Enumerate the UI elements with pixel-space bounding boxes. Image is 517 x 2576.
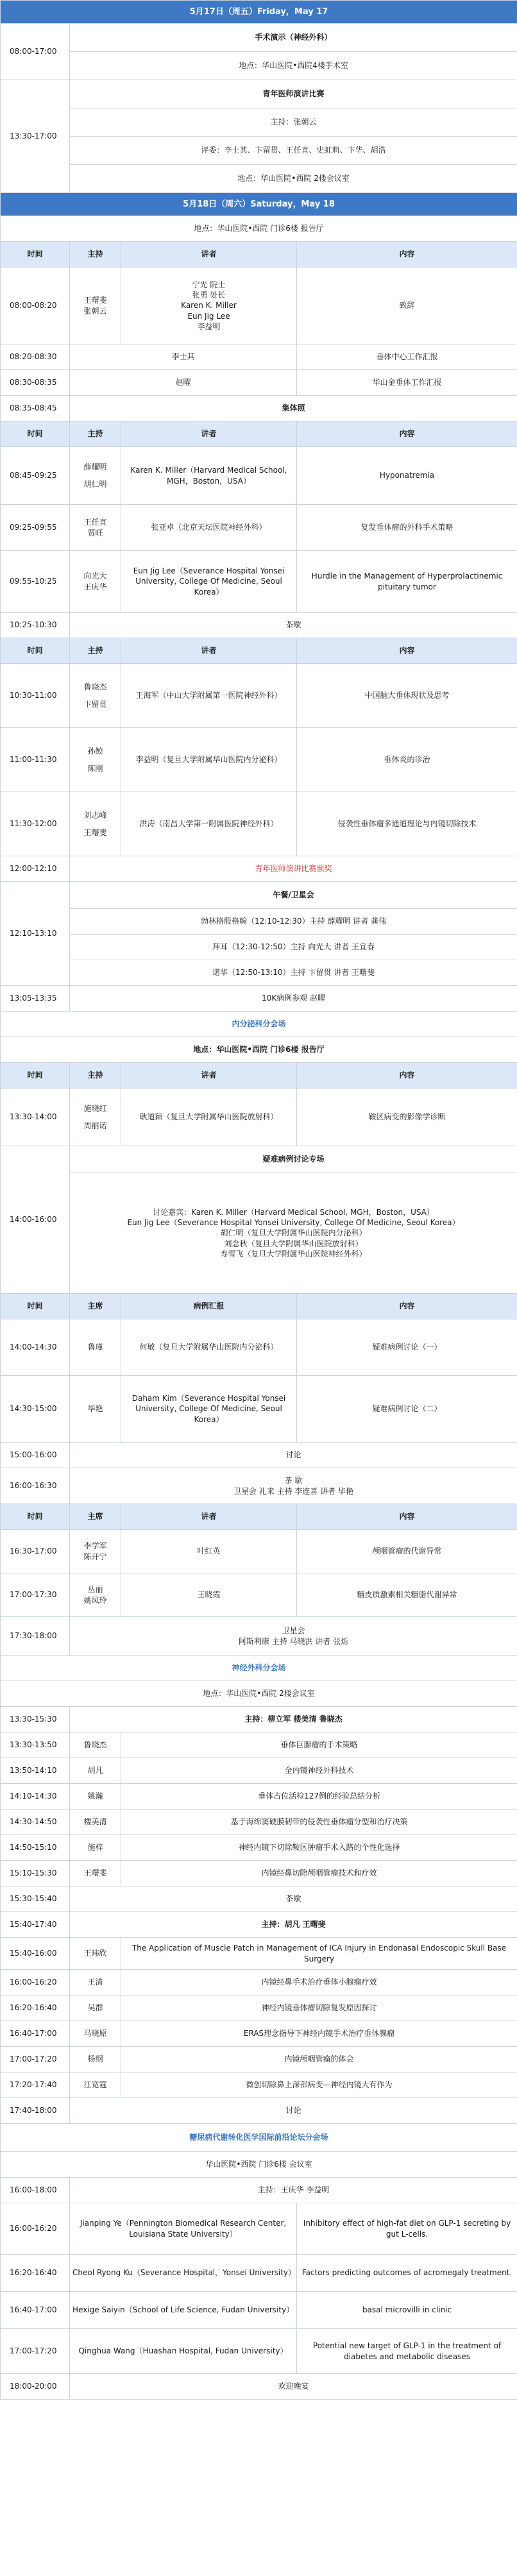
schedule-row — [1, 1089, 517, 1146]
time-cell: 16:00-16:20 — [1, 1970, 70, 1996]
speaker-name: Karen K. Miller — [181, 301, 237, 310]
host-name: 王任直 — [83, 518, 107, 527]
schedule-row — [1, 856, 517, 882]
schedule-row — [1, 1835, 517, 1861]
speaker-name: 宁光 院士 — [192, 280, 226, 290]
header-content: 内容 — [297, 1294, 517, 1319]
content-cell: ERAS理念指导下神经内镜手术治疗垂体腺瘤 — [121, 2021, 517, 2047]
schedule-row — [1, 2374, 517, 2400]
time-cell: 15:40-16:00 — [1, 1938, 70, 1970]
schedule-row — [1, 1173, 517, 1294]
schedule-row — [1, 267, 517, 344]
host-name: 王曙斐 — [83, 827, 107, 837]
speaker-cell: 王清 — [70, 1970, 121, 1996]
header-speaker: 讲者 — [121, 242, 297, 267]
schedule-row — [1, 216, 517, 242]
time-cell: 09:55-10:25 — [1, 551, 70, 613]
host-name: 薛耀明 — [83, 462, 107, 472]
discuss-label: 讨论 — [70, 1443, 517, 1468]
host-name: 丛丽 — [87, 1585, 103, 1595]
header-speaker: 讲者 — [121, 1063, 297, 1089]
content-cell: Potential new target of GLP-1 in the treatment of diabetes and metabolic diseases — [297, 2329, 517, 2374]
host-cell — [70, 505, 121, 551]
speaker-cell: Cheol Ryong Ku（Severance Hospital，Yonsei University） — [70, 2255, 297, 2292]
table-header — [1, 421, 517, 447]
schedule-row — [1, 2098, 517, 2124]
session-title: 疑难病例讨论专场 — [70, 1146, 517, 1173]
discussant: Eun Jig Lee（Severance Hospital Yonsei University, College Of Medicine, Seoul Korea） — [127, 1218, 460, 1228]
satellite-cell — [70, 1617, 517, 1656]
venue-label: 地点：华山医院•西院 2楼会议室 — [70, 165, 517, 193]
judges-label: 评委：李士其、卞留贯、王任直、史虹莉、卞华、胡浩 — [70, 137, 517, 165]
content-cell: 垂体占位活检127例的经验总结分析 — [121, 1784, 517, 1809]
discussant: 胡仁明（复旦大学附属华山医院内分泌科） — [220, 1228, 367, 1238]
date-band-may18 — [1, 193, 517, 216]
speaker-cell: 杨纲 — [70, 2047, 121, 2072]
host-name: 张朝云 — [83, 306, 107, 316]
host-cell — [70, 792, 121, 856]
header-time: 时间 — [1, 1063, 70, 1089]
discussants-cell — [70, 1173, 517, 1294]
header-content: 内容 — [297, 1504, 517, 1530]
content-cell: Factors predicting outcomes of acromegaly treatment. — [297, 2255, 517, 2292]
schedule-row — [1, 2329, 517, 2374]
speaker-cell: 施梓 — [70, 1835, 121, 1861]
host-name: 王庆华 — [83, 582, 107, 591]
time-cell: 15:40-17:40 — [1, 1912, 70, 1938]
time-cell: 16:00-16:20 — [1, 2203, 70, 2255]
header-content: 内容 — [297, 1063, 517, 1089]
time-cell: 13:05-13:35 — [1, 986, 70, 1012]
time-cell: 08:35-08:45 — [1, 396, 70, 421]
dinner-label: 欢迎晚宴 — [70, 2374, 517, 2400]
host-name: 向光大 — [83, 572, 107, 581]
host-cell — [70, 728, 121, 792]
content-cell: 侵袭性垂体瘤多通道理论与内镜切除技术 — [297, 792, 517, 856]
venue-label: 华山医院•西院 门诊6楼 会议室 — [1, 2152, 517, 2178]
header-time: 时间 — [1, 1294, 70, 1319]
header-time: 时间 — [1, 638, 70, 664]
schedule-row — [1, 1617, 517, 1656]
speaker-cell: 洪涛（南昌大学第一附属医院神经外科） — [121, 792, 297, 856]
schedule-row — [1, 2292, 517, 2329]
time-cell: 13:30-14:00 — [1, 1089, 70, 1146]
satellite-item: 拜耳（12:30-12:50）主持 向光大 讲者 王宣春 — [70, 935, 517, 960]
schedule-row — [1, 1443, 517, 1468]
speaker-cell: 耿道颖（复旦大学附属华山医院放射科） — [121, 1089, 297, 1146]
speaker-cell: 王曙斐 — [70, 1861, 121, 1886]
time-cell: 13:50-14:10 — [1, 1758, 70, 1784]
satellite-title: 卫星会 — [282, 1626, 305, 1636]
schedule-row — [1, 551, 517, 613]
photo-label: 集体照 — [70, 396, 517, 421]
award-label: 青年医师演讲比赛颁奖 — [70, 856, 517, 882]
schedule-row — [1, 2021, 517, 2047]
schedule-row — [1, 2152, 517, 2178]
section-title: 神经外科分会场 — [1, 1656, 517, 1681]
content-cell: 垂体炎的诊治 — [297, 728, 517, 792]
venue-label: 地点：华山医院•西院 2楼会议室 — [1, 1681, 517, 1707]
date-label: 5月17日（周五）Friday，May 17 — [1, 1, 517, 24]
speaker-cell: 姚瀚 — [70, 1784, 121, 1809]
speaker-name: 张勇 处长 — [192, 291, 226, 300]
content-cell: Inhibitory effect of high-fat diet on GLP-1 secreting by gut L-cells. — [297, 2203, 517, 2255]
session-title: 手术演示（神经外科） — [70, 24, 517, 52]
schedule-row — [1, 370, 517, 396]
chair-label: 主持：柳立军 楼美清 鲁晓杰 — [70, 1707, 517, 1733]
schedule-row — [1, 344, 517, 370]
time-cell: 18:00-20:00 — [1, 2374, 70, 2400]
table-header — [1, 242, 517, 267]
host-name: 李学军 — [83, 1541, 107, 1551]
host-cell — [70, 1573, 121, 1617]
schedule-row — [1, 1573, 517, 1617]
schedule-row — [1, 728, 517, 792]
time-cell: 14:50-15:10 — [1, 1835, 70, 1861]
schedule-row — [1, 792, 517, 856]
discussant: 刘念秋（复旦大学附属华山医院放射科） — [224, 1239, 363, 1248]
break-cell — [70, 1468, 517, 1504]
time-cell: 09:25-09:55 — [1, 505, 70, 551]
satellite-item: 勃林格殷格翰（12:10-12:30）主持 薛耀明 讲者 龚伟 — [70, 909, 517, 935]
satellite-item: 诺华（12:50-13:10）主持 卞留贯 讲者 王曙斐 — [70, 960, 517, 986]
header-presider: 主席 — [70, 1294, 121, 1319]
speaker-cell: Jianping Ye（Pennington Biomedical Research Center, Louisiana State University） — [70, 2203, 297, 2255]
host-cell — [70, 1530, 121, 1573]
host-name: 卞留贯 — [83, 699, 107, 709]
host-name: 胡仁明 — [83, 479, 107, 489]
time-cell: 16:30-17:00 — [1, 1530, 70, 1573]
time-cell: 14:30-14:50 — [1, 1809, 70, 1835]
time-cell: 17:30-18:00 — [1, 1617, 70, 1656]
schedule-row — [1, 960, 517, 986]
schedule-row — [1, 1146, 517, 1173]
section-title-row — [1, 2124, 517, 2152]
table-header — [1, 1063, 517, 1089]
host-cell — [70, 447, 121, 505]
speaker-cell: 李士其 — [70, 344, 297, 370]
time-cell: 16:40-17:00 — [1, 2292, 70, 2329]
schedule-row — [1, 2203, 517, 2255]
header-case: 病例汇报 — [121, 1294, 297, 1319]
content-cell: basal microvilli in clinic — [297, 2292, 517, 2329]
break-label: 茶歇 — [70, 1886, 517, 1912]
time-cell: 16:00-18:00 — [1, 2178, 70, 2203]
schedule-row — [1, 1861, 517, 1886]
table-header — [1, 1504, 517, 1530]
content-cell: The Application of Muscle Patch in Management of ICA Injury in Endonasal Endoscopic Skull Base Surgery — [121, 1938, 517, 1970]
host-cell: 毕艳 — [70, 1376, 121, 1443]
content-cell: Hyponatremia — [297, 447, 517, 505]
content-cell: 内镜经鼻切除颅咽管瘤技术和疗效 — [121, 1861, 517, 1886]
discussant: 寿雪飞（复旦大学附属华山医院神经外科） — [220, 1249, 367, 1258]
satellite-item: 阿斯利康 主持 马晓洪 讲者 张烁 — [238, 1636, 349, 1646]
break-label: 茶歇 — [70, 613, 517, 638]
content-cell: 内镜经鼻手术治疗垂体小腺瘤疗效 — [121, 1970, 517, 1996]
time-cell: 11:00-11:30 — [1, 728, 70, 792]
visit-label: 10K病例参观 赵曜 — [70, 986, 517, 1012]
time-cell: 16:00-16:30 — [1, 1468, 70, 1504]
host-cell — [70, 551, 121, 613]
schedule-row — [1, 1809, 517, 1835]
satellite-item: 卫星会 礼来 主持 李连喜 讲者 毕艳 — [233, 1486, 354, 1496]
time-cell: 08:45-09:25 — [1, 447, 70, 505]
speaker-name: Eun Jig Lee — [187, 311, 230, 321]
header-speaker: 讲者 — [121, 1504, 297, 1530]
discuss-label: 讨论 — [70, 2098, 517, 2124]
schedule-row — [1, 1681, 517, 1707]
break-label: 茶 歇 — [284, 1476, 303, 1486]
schedule-row — [1, 1707, 517, 1733]
schedule-row — [1, 52, 517, 80]
speaker-cell: Eun Jig Lee（Severance Hospital Yonsei University, College Of Medicine, Seoul Korea） — [121, 551, 297, 613]
time-cell: 14:30-15:00 — [1, 1376, 70, 1443]
schedule-row — [1, 1970, 517, 1996]
speaker-cell: 叶红英 — [121, 1530, 297, 1573]
speaker-cell: 王晓霞 — [121, 1573, 297, 1617]
speaker-cell: 王玮欣 — [70, 1938, 121, 1970]
header-speaker: 讲者 — [121, 638, 297, 664]
schedule-row — [1, 1468, 517, 1504]
content-cell: 颅咽管瘤的代谢异常 — [297, 1530, 517, 1573]
schedule-row — [1, 108, 517, 137]
schedule-row — [1, 505, 517, 551]
content-cell: 垂体巨腺瘤的手术策略 — [121, 1733, 517, 1758]
schedule-row — [1, 1376, 517, 1443]
header-host: 主持 — [70, 1063, 121, 1089]
time-cell: 08:30-08:35 — [1, 370, 70, 396]
content-cell: 致辞 — [297, 267, 517, 344]
venue-label: 地点：华山医院•西院 门诊6楼 报告厅 — [1, 1037, 517, 1063]
content-cell: 复发垂体瘤的外科手术策略 — [297, 505, 517, 551]
table-header — [1, 638, 517, 664]
section-title-row — [1, 1656, 517, 1681]
session-title: 午餐/卫星会 — [70, 882, 517, 909]
host-cell — [70, 664, 121, 728]
speaker-cell: 江宽霆 — [70, 2072, 121, 2098]
speaker-cell — [121, 267, 297, 344]
schedule-row — [1, 1912, 517, 1938]
content-cell: 疑难病例讨论（一） — [297, 1319, 517, 1376]
schedule-row — [1, 1886, 517, 1912]
time-cell: 15:00-16:00 — [1, 1443, 70, 1468]
time-cell: 08:00-17:00 — [1, 24, 70, 80]
host-cell — [70, 1089, 121, 1146]
date-label: 5月18日（周六）Saturday，May 18 — [1, 193, 517, 216]
host-name: 王曙斐 — [83, 296, 107, 305]
content-cell: 垂体中心工作汇报 — [297, 344, 517, 370]
header-host: 主持 — [70, 421, 121, 447]
content-cell: 糖皮质激素相关糖脂代谢异常 — [297, 1573, 517, 1617]
time-cell: 17:00-17:30 — [1, 1573, 70, 1617]
venue-label: 地点：华山医院•西院 门诊6楼 报告厅 — [1, 216, 517, 242]
time-cell: 17:20-17:40 — [1, 2072, 70, 2098]
content-cell: 微创切除鼻上深部病变—神经内镜大有作为 — [121, 2072, 517, 2098]
schedule-row — [1, 137, 517, 165]
date-band-may17 — [1, 1, 517, 24]
section-title: 内分泌科分会场 — [1, 1012, 517, 1037]
schedule-row — [1, 2255, 517, 2292]
speaker-cell: 鲁晓杰 — [70, 1733, 121, 1758]
host-name: 孙鲛 — [87, 747, 103, 756]
content-cell: 基于海绵窦硬膜韧带的侵袭性垂体瘤分型和治疗决策 — [121, 1809, 517, 1835]
speaker-cell: Karen K. Miller（Harvard Medical School, MGH，Boston，USA） — [121, 447, 297, 505]
time-cell: 16:20-16:40 — [1, 2255, 70, 2292]
time-cell: 11:30-12:00 — [1, 792, 70, 856]
schedule-row — [1, 1733, 517, 1758]
time-cell: 17:00-17:20 — [1, 2329, 70, 2374]
chair-label: 主持：王庆华 李益明 — [70, 2178, 517, 2203]
speaker-cell: 吴群 — [70, 1996, 121, 2021]
schedule-row — [1, 986, 517, 1012]
header-host: 主持 — [70, 242, 121, 267]
schedule-row — [1, 909, 517, 935]
speaker-cell: 楼美清 — [70, 1809, 121, 1835]
schedule-row — [1, 613, 517, 638]
speaker-cell: 何敏（复旦大学附属华山医院内分泌科） — [121, 1319, 297, 1376]
host-cell: 鲁瑾 — [70, 1319, 121, 1376]
chair-label: 主持：胡凡 王曙斐 — [70, 1912, 517, 1938]
schedule-row — [1, 1319, 517, 1376]
time-cell: 17:00-17:20 — [1, 2047, 70, 2072]
speaker-cell: 赵曜 — [70, 370, 297, 396]
content-cell: 疑难病例讨论（二） — [297, 1376, 517, 1443]
schedule-row — [1, 2047, 517, 2072]
speaker-cell: Hexige Saiyin（School of Life Science, Fudan University） — [70, 2292, 297, 2329]
schedule-row — [1, 1938, 517, 1970]
header-time: 时间 — [1, 421, 70, 447]
speaker-cell: 张亚卓（北京天坛医院神经外科） — [121, 505, 297, 551]
content-cell: 鞍区病变的影像学诊断 — [297, 1089, 517, 1146]
schedule-row — [1, 1758, 517, 1784]
schedule-row — [1, 165, 517, 193]
schedule-row — [1, 1996, 517, 2021]
header-content: 内容 — [297, 638, 517, 664]
host-name: 陈刚 — [87, 763, 103, 773]
time-cell: 14:00-14:30 — [1, 1319, 70, 1376]
host-name: 贾旺 — [87, 528, 103, 538]
time-cell: 16:40-17:00 — [1, 2021, 70, 2047]
schedule-row — [1, 24, 517, 52]
schedule-row — [1, 80, 517, 108]
header-time: 时间 — [1, 242, 70, 267]
content-cell: 神经内镜下切除鞍区肿瘤手术入路的个性化选择 — [121, 1835, 517, 1861]
host-name: 鲁晓杰 — [83, 682, 107, 692]
section-title-row — [1, 1012, 517, 1037]
header-content: 内容 — [297, 421, 517, 447]
speaker-cell: 王海军（中山大学附属第一医院神经外科） — [121, 664, 297, 728]
content-cell: 内镜颅咽管瘤的体会 — [121, 2047, 517, 2072]
schedule-row — [1, 882, 517, 909]
host-name: 施晓红 — [83, 1104, 107, 1114]
host-label: 主持：张朝云 — [70, 108, 517, 137]
content-cell: 全内镜神经外科技术 — [121, 1758, 517, 1784]
schedule-row — [1, 935, 517, 960]
time-cell: 12:00-12:10 — [1, 856, 70, 882]
time-cell: 12:10-13:10 — [1, 882, 70, 986]
time-cell: 14:10-14:30 — [1, 1784, 70, 1809]
speaker-cell: 李益明（复旦大学附属华山医院内分泌科） — [121, 728, 297, 792]
host-name: 陈开宁 — [83, 1552, 107, 1561]
content-cell: 华山金垂体工作汇报 — [297, 370, 517, 396]
section-title: 糖尿病代谢转化医学国际前沿论坛分会场 — [1, 2124, 517, 2152]
time-cell: 13:30-13:50 — [1, 1733, 70, 1758]
speaker-cell: 马晓原 — [70, 2021, 121, 2047]
header-host: 主持 — [70, 638, 121, 664]
header-presider: 主席 — [70, 1504, 121, 1530]
speaker-cell: Qinghua Wang（Huashan Hospital, Fudan University） — [70, 2329, 297, 2374]
schedule-row — [1, 1530, 517, 1573]
time-cell: 08:00-08:20 — [1, 267, 70, 344]
speaker-cell: 胡凡 — [70, 1758, 121, 1784]
time-cell: 17:40-18:00 — [1, 2098, 70, 2124]
time-cell: 14:00-16:00 — [1, 1146, 70, 1294]
venue-label: 地点：华山医院•西院4楼手术室 — [70, 52, 517, 80]
time-cell: 10:30-11:00 — [1, 664, 70, 728]
content-cell: 中国脑大垂体现状及思考 — [297, 664, 517, 728]
schedule-row — [1, 447, 517, 505]
content-cell: Hurdle in the Management of Hyperprolactinemic pituitary tumor — [297, 551, 517, 613]
time-cell: 16:20-16:40 — [1, 1996, 70, 2021]
header-content: 内容 — [297, 242, 517, 267]
header-time: 时间 — [1, 1504, 70, 1530]
host-name: 周丽诺 — [83, 1121, 107, 1130]
host-cell — [70, 267, 121, 344]
host-name: 刘志峰 — [83, 811, 107, 820]
schedule-row — [1, 1037, 517, 1063]
schedule-row — [1, 2178, 517, 2203]
content-cell: 神经内镜垂体瘤切除复发原因探讨 — [121, 1996, 517, 2021]
schedule-row — [1, 1784, 517, 1809]
session-title: 青年医师演讲比赛 — [70, 80, 517, 108]
schedule-row — [1, 664, 517, 728]
header-speaker: 讲者 — [121, 421, 297, 447]
time-cell: 08:20-08:30 — [1, 344, 70, 370]
host-name: 姚凤玲 — [83, 1595, 107, 1605]
speaker-cell: Daham Kim（Severance Hospital Yonsei University, College Of Medicine, Seoul Korea） — [121, 1376, 297, 1443]
time-cell: 15:30-15:40 — [1, 1886, 70, 1912]
time-cell: 13:30-17:00 — [1, 80, 70, 193]
time-cell: 15:10-15:30 — [1, 1861, 70, 1886]
speaker-name: 李益明 — [197, 321, 221, 331]
time-cell: 10:25-10:30 — [1, 613, 70, 638]
discussant: 讨论嘉宾：Karen K. Miller（Harvard Medical School, MGH，Boston，USA） — [153, 1208, 434, 1217]
table-header — [1, 1294, 517, 1319]
time-cell: 13:30-15:30 — [1, 1707, 70, 1733]
schedule-row — [1, 396, 517, 421]
schedule-row — [1, 2072, 517, 2098]
